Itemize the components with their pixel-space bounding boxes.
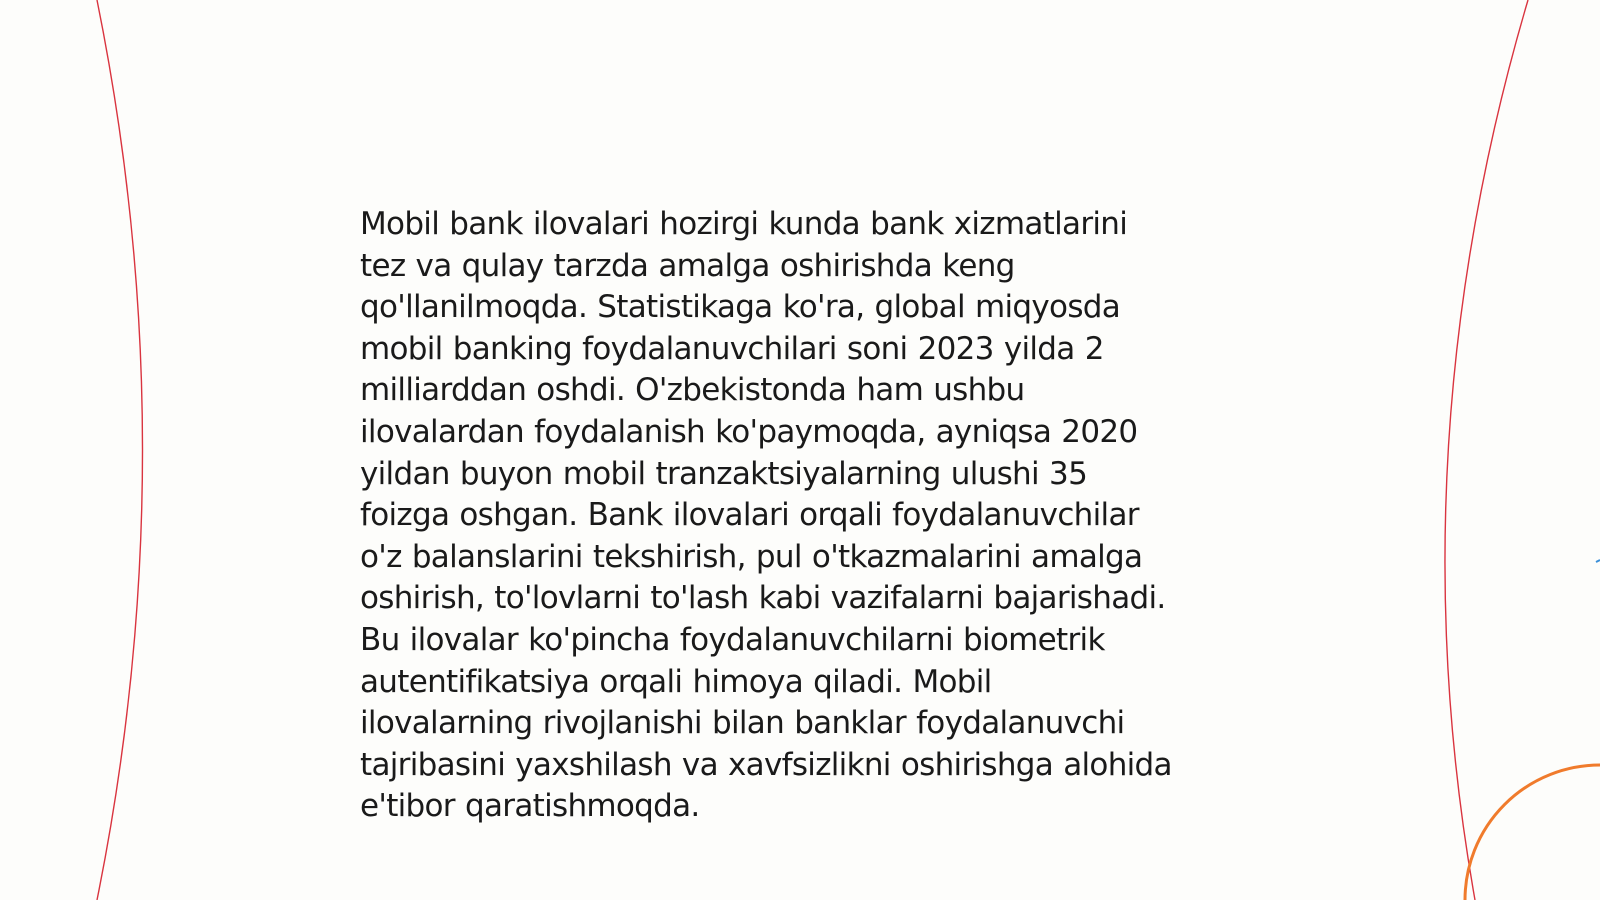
paragraph-line: Bu ilovalar ko'pincha foydalanuvchilarni biometrik xyxy=(360,621,1105,658)
right-edge-blue-mark xyxy=(1596,560,1600,562)
paragraph-line: milliarddan oshdi. O'zbekistonda ham ushbu xyxy=(360,372,1025,409)
paragraph-line: foizga oshgan. Bank ilovalari orqali foydalanuvchilar xyxy=(360,497,1139,534)
paragraph-line: tez va qulay tarzda amalga oshirishda keng xyxy=(360,247,1015,284)
paragraph-line: oshirish, to'lovlarni to'lash kabi vazifalarni bajarishadi. xyxy=(360,580,1166,617)
paragraph-line: o'z balanslarini tekshirish, pul o'tkazmalarini amalga xyxy=(360,538,1143,575)
paragraph-line: yildan buyon mobil tranzaktsiyalarning ulushi 35 xyxy=(360,455,1088,492)
left-red-arc xyxy=(97,0,143,900)
paragraph-line: ilovalardan foydalanish ko'paymoqda, ayniqsa 2020 xyxy=(360,413,1138,450)
paragraph-line: tajribasini yaxshilash va xavfsizlikni oshirishga alohida xyxy=(360,746,1172,783)
paragraph-line: e'tibor qaratishmoqda. xyxy=(360,788,700,825)
paragraph-line: mobil banking foydalanuvchilari soni 2023 yilda 2 xyxy=(360,330,1104,367)
paragraph-line: autentifikatsiya orqali himoya qiladi. Mobil xyxy=(360,663,992,700)
paragraph-line: qo'llanilmoqda. Statistikaga ko'ra, global miqyosda xyxy=(360,289,1121,326)
bottom-right-orange-arc xyxy=(1465,765,1600,900)
paragraph-line: ilovalarning rivojlanishi bilan banklar foydalanuvchi xyxy=(360,705,1125,742)
right-red-arc xyxy=(1445,0,1528,900)
body-paragraph xyxy=(360,204,1260,828)
paragraph-line: Mobil bank ilovalari hozirgi kunda bank xizmatlarini xyxy=(360,206,1128,242)
